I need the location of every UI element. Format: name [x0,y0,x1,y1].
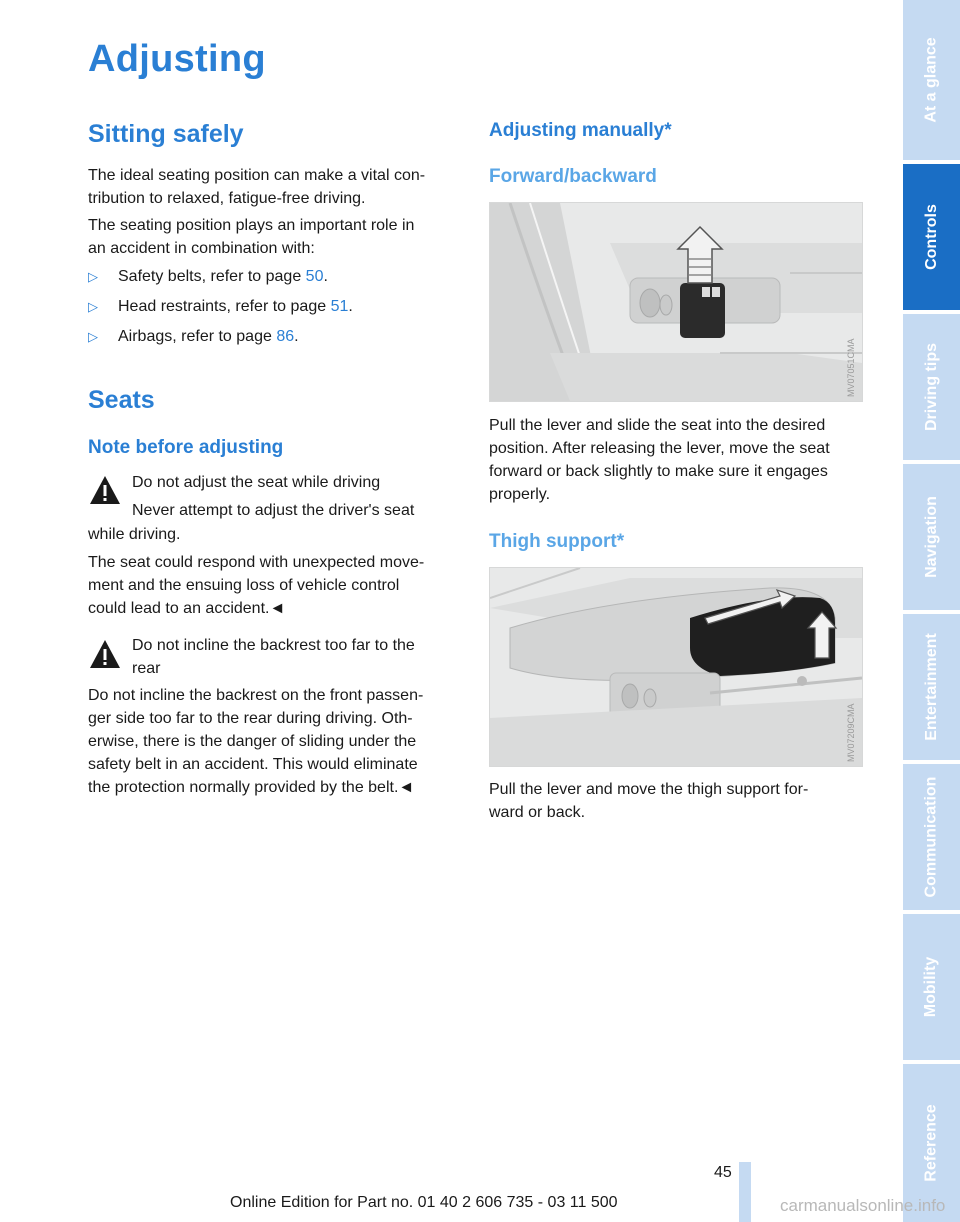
para-line: The seating position plays an important role in [88,217,415,234]
seat-illustration-icon [490,203,862,401]
warning-line: while driving. [88,526,181,543]
page-number: 45 [714,1164,732,1181]
note-subheading: Note before adjusting [88,437,284,458]
seats-heading: Seats [88,386,155,414]
edition-text: Online Edition for Part no. 01 40 2 606 735 - 03 11 500 [230,1194,618,1211]
warning-line: The seat could respond with unexpected move- [88,554,425,571]
warning-title: Do not incline the backrest too far to the [132,637,415,654]
para-line: an accident in combination with: [88,240,315,257]
page-number-bar [739,1162,751,1222]
warning-icon [88,474,122,506]
para-line: properly. [489,486,551,503]
warning-line: ger side too far to the rear during driving. Oth- [88,710,413,727]
para-line: The ideal seating position can make a vital con- [88,167,426,184]
warning-line: Never attempt to adjust the driver's seat [132,502,415,519]
adjusting-manually-heading: Adjusting manually* [489,120,672,141]
warning-icon [88,638,122,670]
bullet-triangle-icon: ▷ [88,299,98,314]
page-link[interactable]: 50 [305,268,324,285]
warning-line: erwise, there is the danger of sliding under the [88,733,417,750]
warning-line: could lead to an accident.◄ [88,600,286,617]
warning-line: Do not incline the backrest on the front passen- [88,687,424,704]
page-link[interactable]: 51 [330,298,349,315]
bullet-triangle-icon: ▷ [88,269,98,284]
sitting-safely-heading: Sitting safely [88,120,244,148]
watermark: carmanualsonline.info [780,1196,946,1215]
image-code: MV07209CMA [846,703,856,762]
para-line: tribution to relaxed, fatigue-free driving. [88,190,366,207]
page-link[interactable]: 86 [276,328,295,345]
tab-navigation[interactable]: Navigation [903,464,960,610]
warning-line: safety belt in an accident. This would eliminate [88,756,418,773]
warning-line: the protection normally provided by the belt.◄ [88,779,415,796]
seat-forward-backward-illustration [489,202,863,402]
para-line: Pull the lever and slide the seat into the desired [489,417,826,434]
tab-at-a-glance[interactable]: At a glance [903,0,960,160]
warning-title: Do not adjust the seat while driving [132,474,381,491]
warning-line: ment and the ensuing loss of vehicle control [88,577,400,594]
tab-mobility[interactable]: Mobility [903,914,960,1060]
tab-reference[interactable]: Reference [903,1064,960,1222]
seat-illustration-icon [490,568,862,766]
page-title: Adjusting [88,38,266,80]
para-line: position. After releasing the lever, move the seat [489,440,830,457]
image-code: MV07051CMA [846,338,856,397]
forward-backward-heading: Forward/backward [489,166,657,187]
para-line: Pull the lever and move the thigh support for- [489,781,809,798]
tab-controls[interactable]: Controls [903,164,960,310]
para-line: forward or back slightly to make sure it engages [489,463,828,480]
warning-title: rear [132,660,161,677]
tab-entertainment[interactable]: Entertainment [903,614,960,760]
thigh-support-heading: Thigh support* [489,531,625,552]
para-line: ward or back. [489,804,586,821]
tab-driving-tips[interactable]: Driving tips [903,314,960,460]
tab-communication[interactable]: Communication [903,764,960,910]
bullet-triangle-icon: ▷ [88,329,98,344]
thigh-support-illustration [489,567,863,767]
